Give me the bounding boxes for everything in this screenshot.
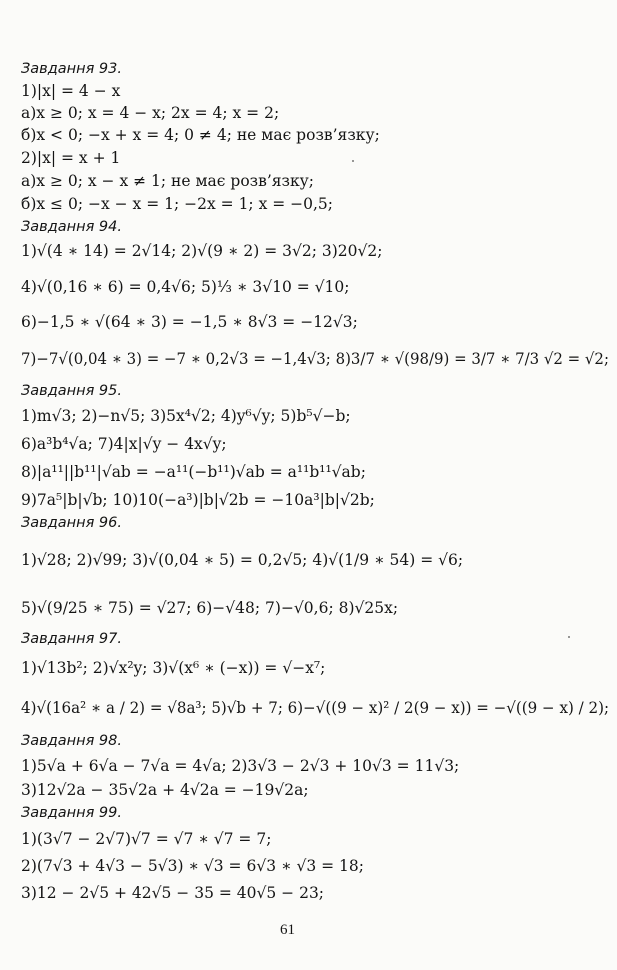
task-97-line-2: 4)√(16a² ∗ a / 2) = √8a³; 5)√b + 7; 6)−√((9 − x)² / 2(9 − x)) = −√((9 − x) / 2); bbox=[21, 699, 610, 717]
task-99-line-3: 3)12 − 2√5 + 42√5 − 35 = 40√5 − 23; bbox=[21, 884, 325, 902]
heading-task-94: Завдання 94. bbox=[21, 219, 122, 235]
heading-task-96: Завдання 96. bbox=[21, 515, 122, 531]
heading-task-99: Завдання 99. bbox=[21, 805, 122, 821]
scan-speck bbox=[352, 160, 354, 162]
task-94-line-3: 6)−1,5 ∗ √(64 ∗ 3) = −1,5 ∗ 8√3 = −12√3; bbox=[21, 313, 358, 331]
task-93-line-3: б)x < 0; −x + x = 4; 0 ≠ 4; не має розв’язку; bbox=[21, 126, 380, 144]
scan-speck bbox=[568, 636, 570, 638]
task-93-line-2: а)x ≥ 0; x = 4 − x; 2x = 4; x = 2; bbox=[21, 104, 280, 122]
heading-task-98: Завдання 98. bbox=[21, 733, 122, 749]
task-99-line-2: 2)(7√3 + 4√3 − 5√3) ∗ √3 = 6√3 ∗ √3 = 18; bbox=[21, 857, 364, 875]
task-95-line-4: 9)7a⁵|b|√b; 10)10(−a³)|b|√2b = −10a³|b|√2b; bbox=[21, 491, 375, 509]
task-95-line-1: 1)m√3; 2)−n√5; 3)5x⁴√2; 4)y⁶√y; 5)b⁵√−b; bbox=[21, 407, 351, 425]
task-98-line-2: 3)12√2a − 35√2a + 4√2a = −19√2a; bbox=[21, 781, 309, 799]
task-96-line-1: 1)√28; 2)√99; 3)√(0,04 ∗ 5) = 0,2√5; 4)√(1/9 ∗ 54) = √6; bbox=[21, 551, 464, 569]
heading-task-93: Завдання 93. bbox=[21, 61, 122, 77]
task-98-line-1: 1)5√a + 6√a − 7√a = 4√a; 2)3√3 − 2√3 + 10√3 = 11√3; bbox=[21, 757, 460, 775]
task-94-line-2: 4)√(0,16 ∗ 6) = 0,4√6; 5)⅓ ∗ 3√10 = √10; bbox=[21, 278, 350, 296]
heading-task-97: Завдання 97. bbox=[21, 631, 122, 647]
task-93-line-4: 2)|x| = x + 1 bbox=[21, 149, 121, 167]
task-97-line-1: 1)√13b²; 2)√x²y; 3)√(x⁶ ∗ (−x)) = √−x⁷; bbox=[21, 659, 326, 677]
task-94-line-1: 1)√(4 ∗ 14) = 2√14; 2)√(9 ∗ 2) = 3√2; 3)20√2; bbox=[21, 242, 383, 260]
task-94-line-4: 7)−7√(0,04 ∗ 3) = −7 ∗ 0,2√3 = −1,4√3; 8)3/7 ∗ √(98/9) = 3/7 ∗ 7/3 √2 = √2; bbox=[21, 350, 609, 368]
task-95-line-2: 6)a³b⁴√a; 7)4|x|√y − 4x√y; bbox=[21, 435, 227, 453]
task-99-line-1: 1)(3√7 − 2√7)√7 = √7 ∗ √7 = 7; bbox=[21, 830, 272, 848]
page-number: 61 bbox=[280, 922, 295, 938]
task-95-line-3: 8)|a¹¹||b¹¹|√ab = −a¹¹(−b¹¹)√ab = a¹¹b¹¹√ab; bbox=[21, 463, 366, 481]
task-93-line-5: а)x ≥ 0; x − x ≠ 1; не має розв’язку; bbox=[21, 172, 315, 190]
task-96-line-2: 5)√(9/25 ∗ 75) = √27; 6)−√48; 7)−√0,6; 8)√25x; bbox=[21, 599, 399, 617]
task-93-line-1: 1)|x| = 4 − x bbox=[21, 82, 121, 100]
task-93-line-6: б)x ≤ 0; −x − x = 1; −2x = 1; x = −0,5; bbox=[21, 195, 334, 213]
heading-task-95: Завдання 95. bbox=[21, 383, 122, 399]
